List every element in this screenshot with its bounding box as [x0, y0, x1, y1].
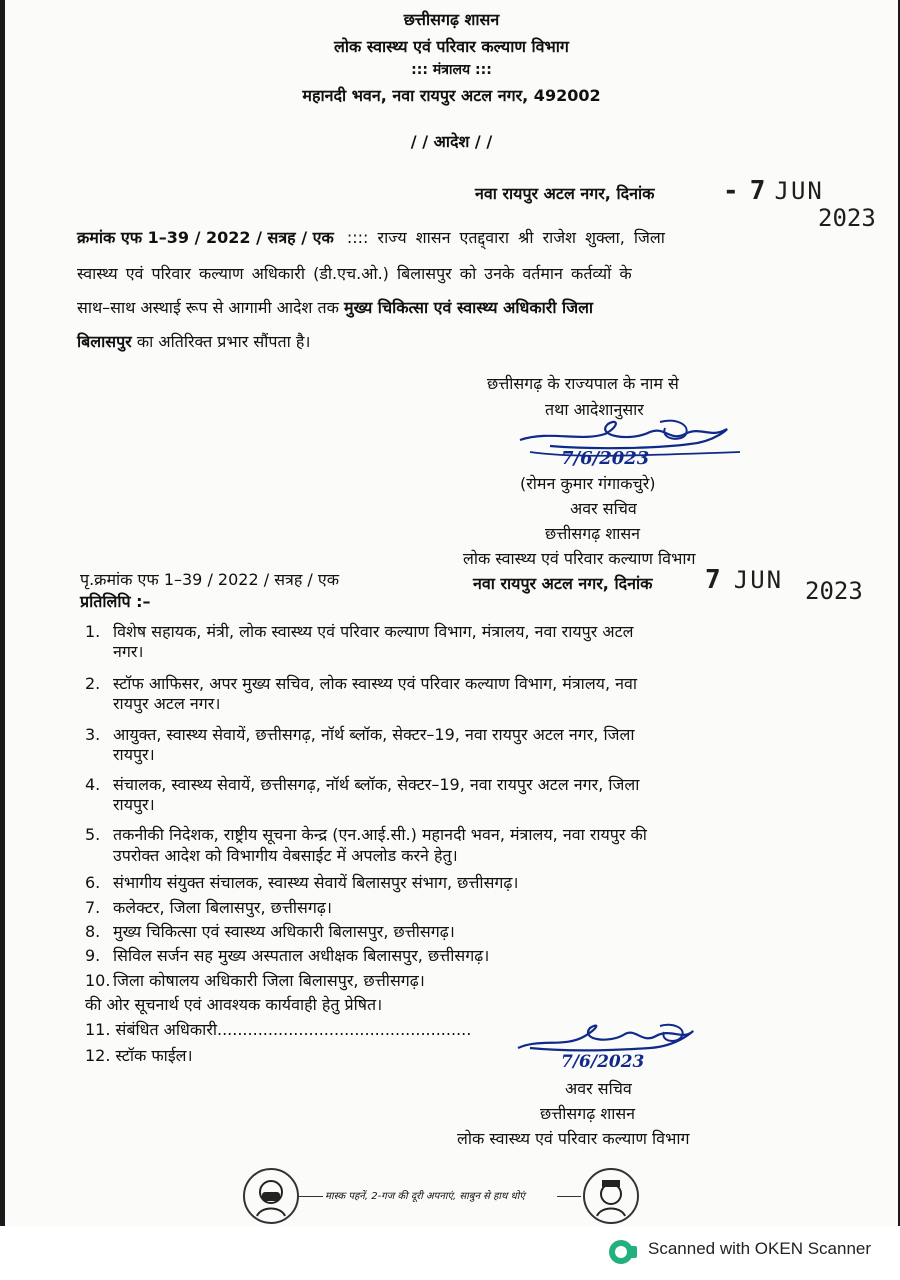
date-stamp — [723, 176, 824, 206]
order-district: बिलासपुर — [77, 332, 132, 351]
list-item-12: 12. स्टॉक फाईल। — [85, 1046, 193, 1065]
order-line-4-text: का अतिरिक्त प्रभार सौंपता है। — [136, 332, 311, 351]
signatory-1-designation: अवर सचिव — [570, 499, 637, 518]
signature-1-date: 7/6/2023 — [561, 448, 650, 469]
document-page — [5, 0, 898, 1226]
endorsement-stamp-month: JUN — [733, 566, 784, 594]
list-item — [85, 723, 634, 745]
scanner-footer — [0, 1226, 900, 1280]
signatory-1-department: लोक स्वास्थ्य एवं परिवार कल्याण विभाग — [463, 549, 696, 568]
face-icon — [583, 1168, 639, 1224]
list-item-continuation: रायपुर। — [113, 745, 155, 764]
list-item-text: विशेष सहायक, मंत्री, लोक स्वास्थ्य एवं परिवार कल्याण विभाग, मंत्रालय, नवा रायपुर अटल — [113, 622, 634, 641]
oken-scanner-logo-icon — [607, 1237, 639, 1267]
list-item-text: स्टॉफ आफिसर, अपर मुख्य सचिव, लोक स्वास्थ्य एवं परिवार कल्याण विभाग, मंत्रालय, नवा — [113, 674, 638, 693]
list-item-continuation: उपरोक्त आदेश को विभागीय वेबसाईट में अपलोड करने हेतु। — [113, 846, 458, 865]
order-post-title: मुख्य चिकित्सा एवं स्वास्थ्य अधिकारी जिला — [344, 298, 594, 317]
list-item-continuation: नगर। — [113, 642, 144, 661]
list-item — [85, 871, 518, 893]
list-item-continuation: रायपुर अटल नगर। — [113, 694, 221, 713]
signature-2-date: 7/6/2023 — [561, 1052, 645, 1072]
order-line-1-text: :::: राज्य शासन एतद्द्वारा श्री राजेश शुक्ला, जिला — [346, 228, 665, 247]
list-item-text: तकनीकी निदेशक, राष्ट्रीय सूचना केन्द्र (एन.आई.सी.) महानदी भवन, मंत्रालय, नवा रायपुर की — [113, 825, 647, 844]
signatory-2-department: लोक स्वास्थ्य एवं परिवार कल्याण विभाग — [457, 1129, 690, 1148]
list-item-number: 9. — [85, 946, 101, 965]
list-item-text: मुख्य चिकित्सा एवं स्वास्थ्य अधिकारी बिलासपुर, छत्तीसगढ़। — [113, 922, 455, 941]
order-line-3-text: साथ–साथ अस्थाई रूप से आगामी आदेश तक — [77, 298, 339, 317]
list-item — [85, 969, 425, 991]
list-item-text: संचालक, स्वास्थ्य सेवायें, छत्तीसगढ़, नॉर्थ ब्लॉक, सेक्टर–19, नवा रायपुर अटल नगर, जिला — [113, 775, 640, 794]
copy-to-label: प्रतिलिपि :– — [80, 592, 151, 611]
header-government: छत्तीसगढ़ शासन — [403, 10, 500, 29]
endorsement-date-stamp — [705, 565, 783, 595]
list-item-text: सिविल सर्जन सह मुख्य अस्पताल अधीक्षक बिलासपुर, छत्तीसगढ़। — [113, 946, 490, 965]
list-item-number: 3. — [85, 725, 101, 744]
endorsement-number: पृ.क्रमांक एफ 1–39 / 2022 / सत्रह / एक — [80, 570, 340, 589]
list-item-number: 6. — [85, 873, 101, 892]
list-item-number: 8. — [85, 922, 101, 941]
date-stamp-year: 2023 — [818, 204, 876, 232]
list-item-number: 5. — [85, 825, 101, 844]
list-item-number: 2. — [85, 674, 101, 693]
list-item — [85, 896, 332, 918]
order-line-2: स्वास्थ्य एवं परिवार कल्याण अधिकारी (डी.एच.ओ.) बिलासपुर को उनके वर्तमान कर्तव्यों के — [77, 264, 632, 283]
endorsement-stamp-day: 7 — [705, 565, 721, 595]
order-number: क्रमांक एफ 1–39 / 2022 / सत्रह / एक — [77, 228, 334, 247]
forward-line: की ओर सूचनार्थ एवं आवश्यक कार्यवाही हेतु प्रेषित। — [85, 995, 383, 1014]
banner-line-left — [299, 1196, 323, 1197]
header-address: महानदी भवन, नवा रायपुर अटल नगर, 492002 — [302, 86, 601, 105]
banner-line-right — [557, 1196, 581, 1197]
governor-name-line: छत्तीसगढ़ के राज्यपाल के नाम से — [487, 374, 679, 393]
date-stamp-month: JUN — [774, 177, 824, 205]
mask-face-icon — [243, 1168, 299, 1224]
list-item-number: 10. — [85, 971, 111, 990]
list-item-number: 1. — [85, 622, 101, 641]
header-department: लोक स्वास्थ्य एवं परिवार कल्याण विभाग — [334, 37, 569, 56]
list-item-text: जिला कोषालय अधिकारी जिला बिलासपुर, छत्तीसगढ़। — [113, 971, 425, 990]
scanner-label: Scanned with OKEN Scanner — [648, 1239, 872, 1258]
order-line-4 — [77, 330, 310, 352]
signatory-1-org: छत्तीसगढ़ शासन — [545, 524, 641, 543]
date-stamp-dash: - — [723, 176, 739, 206]
list-item — [85, 823, 647, 845]
covid-banner-text: मास्क पहनें, 2-गज की दूरी अपनाएं, साबुन से हाथ धोएं — [325, 1191, 525, 1202]
signatory-1-name: (रोमन कुमार गंगाकचुरे) — [520, 474, 656, 493]
list-item-number: 7. — [85, 898, 101, 917]
order-line-3 — [77, 296, 593, 318]
list-item-text: संभागीय संयुक्त संचालक, स्वास्थ्य सेवायें बिलासपुर संभाग, छत्तीसगढ़। — [113, 873, 519, 892]
endorsement-stamp-year: 2023 — [805, 577, 863, 605]
list-item — [85, 920, 455, 942]
list-item — [85, 944, 489, 966]
list-item — [85, 773, 639, 795]
list-item-continuation: रायपुर। — [113, 795, 155, 814]
order-date-label: नवा रायपुर अटल नगर, दिनांक — [475, 184, 655, 203]
list-item-text: आयुक्त, स्वास्थ्य सेवायें, छत्तीसगढ़, नॉर्थ ब्लॉक, सेक्टर–19, नवा रायपुर अटल नगर, जिला — [113, 725, 635, 744]
list-item-number: 4. — [85, 775, 101, 794]
order-title: / / आदेश / / — [410, 132, 493, 151]
date-stamp-day: 7 — [749, 176, 766, 206]
signatory-2-org: छत्तीसगढ़ शासन — [540, 1104, 636, 1123]
list-item — [85, 672, 637, 694]
list-item — [85, 620, 633, 642]
order-line-1 — [77, 226, 665, 248]
list-item-text: कलेक्टर, जिला बिलासपुर, छत्तीसगढ़। — [113, 898, 332, 917]
header-ministry: ::: मंत्रालय ::: — [411, 62, 492, 78]
list-item-11: 11. संबंधित अधिकारी.................................................. — [85, 1020, 472, 1039]
signatory-2-designation: अवर सचिव — [565, 1079, 632, 1098]
by-order-line: तथा आदेशानुसार — [545, 400, 644, 419]
endorsement-date-label: नवा रायपुर अटल नगर, दिनांक — [473, 574, 653, 593]
